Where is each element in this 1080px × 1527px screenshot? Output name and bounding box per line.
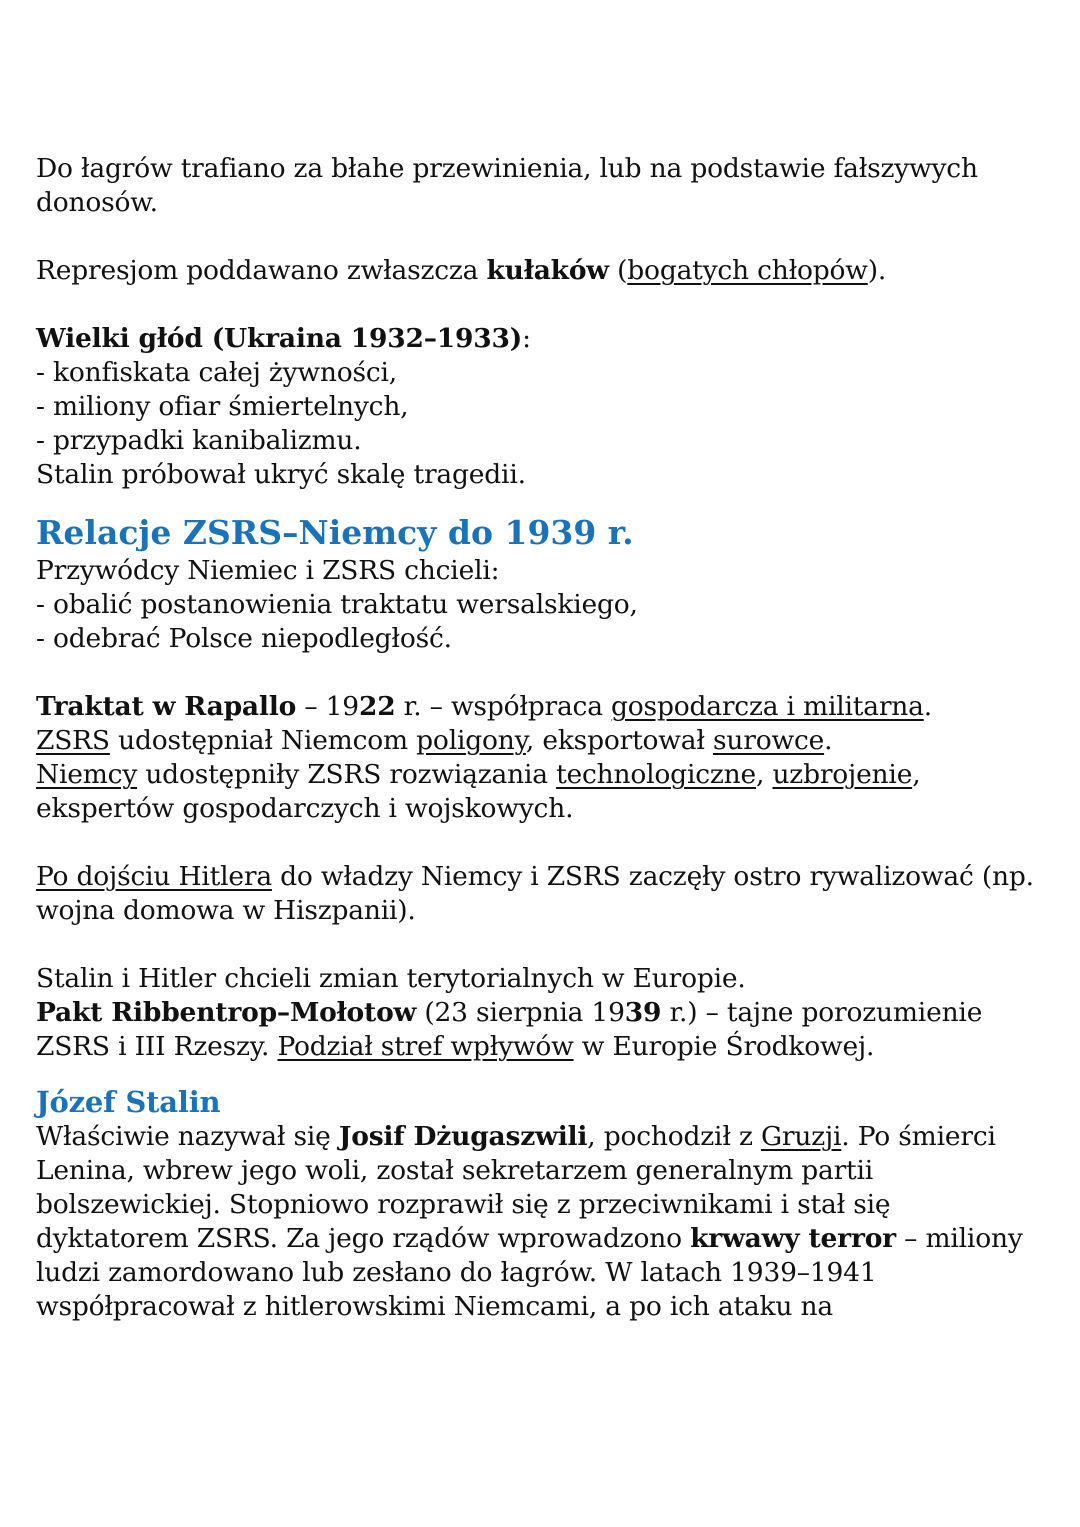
paragraph-zsrs-provided: ZSRS udostępniał Niemcom poligony, eksportował surowce.: [36, 725, 833, 756]
paragraph-germany-provided: Niemcy udostępniły ZSRS rozwiązania technologiczne, uzbrojenie, ekspertów gospodarczych i wojskowych.: [36, 759, 921, 824]
paragraph-rivalry: Po dojściu Hitlera do władzy Niemcy i ZSRS zaczęły ostro rywalizować (np. wojna domowa w Hiszpanii).: [36, 861, 1034, 926]
paragraph-rapallo: Traktat w Rapallo – 1922 r. – współpraca gospodarcza i militarna.: [36, 691, 932, 722]
paragraph-pact: Pakt Ribbentrop–Mołotow (23 sierpnia 1939 r.) – tajne porozumienie ZSRS i III Rzeszy. Podział stref wpływów w Europie Środkowej.: [36, 997, 983, 1062]
famine-item: - konfiskata całej żywności,: [36, 357, 398, 388]
heading-stalin: Józef Stalin: [36, 1085, 221, 1119]
relations-item: - odebrać Polsce niepodległość.: [36, 623, 452, 654]
famine-note: Stalin próbował ukryć skalę tragedii.: [36, 459, 526, 490]
famine-item: - przypadki kanibalizmu.: [36, 425, 362, 456]
term-rich-peasants: bogatych chłopów: [627, 255, 868, 286]
paragraph-kulaks: Represjom poddawano zwłaszcza kułaków (bogatych chłopów).: [36, 255, 887, 286]
relations-intro: Przywódcy Niemiec i ZSRS chcieli:: [36, 555, 500, 586]
document-page: [36, 152, 1046, 1324]
heading-relations: Relacje ZSRS–Niemcy do 1939 r.: [36, 513, 634, 552]
paragraph-gulag: Do łagrów trafiano za błahe przewinienia, lub na podstawie fałszywych donosów.: [36, 153, 978, 218]
paragraph-territorial: Stalin i Hitler chcieli zmian terytorialnych w Europie.: [36, 963, 746, 994]
paragraph-stalin: Właściwie nazywał się Josif Dżugaszwili, pochodził z Gruzji. Po śmierci Lenina, wbrew jego woli, został sekretarzem generalnym partii bolszewickiej. Stopniowo rozprawił się z przeciwnikami i stał się dyktatorem ZSRS. Za jego rządów wprowadzono krwawy terror – miliony ludzi zamordowano lub zesłano do łagrów. W latach 1939–1941 współpracował z hitlerowskimi Niemcami, a po ich ataku na: [36, 1121, 1023, 1322]
term-kulaks: kułaków: [486, 255, 609, 286]
famine-item: - miliony ofiar śmiertelnych,: [36, 391, 409, 422]
relations-item: - obalić postanowienia traktatu wersalskiego,: [36, 589, 638, 620]
famine-title: Wielki głód (Ukraina 1932–1933):: [36, 323, 531, 354]
